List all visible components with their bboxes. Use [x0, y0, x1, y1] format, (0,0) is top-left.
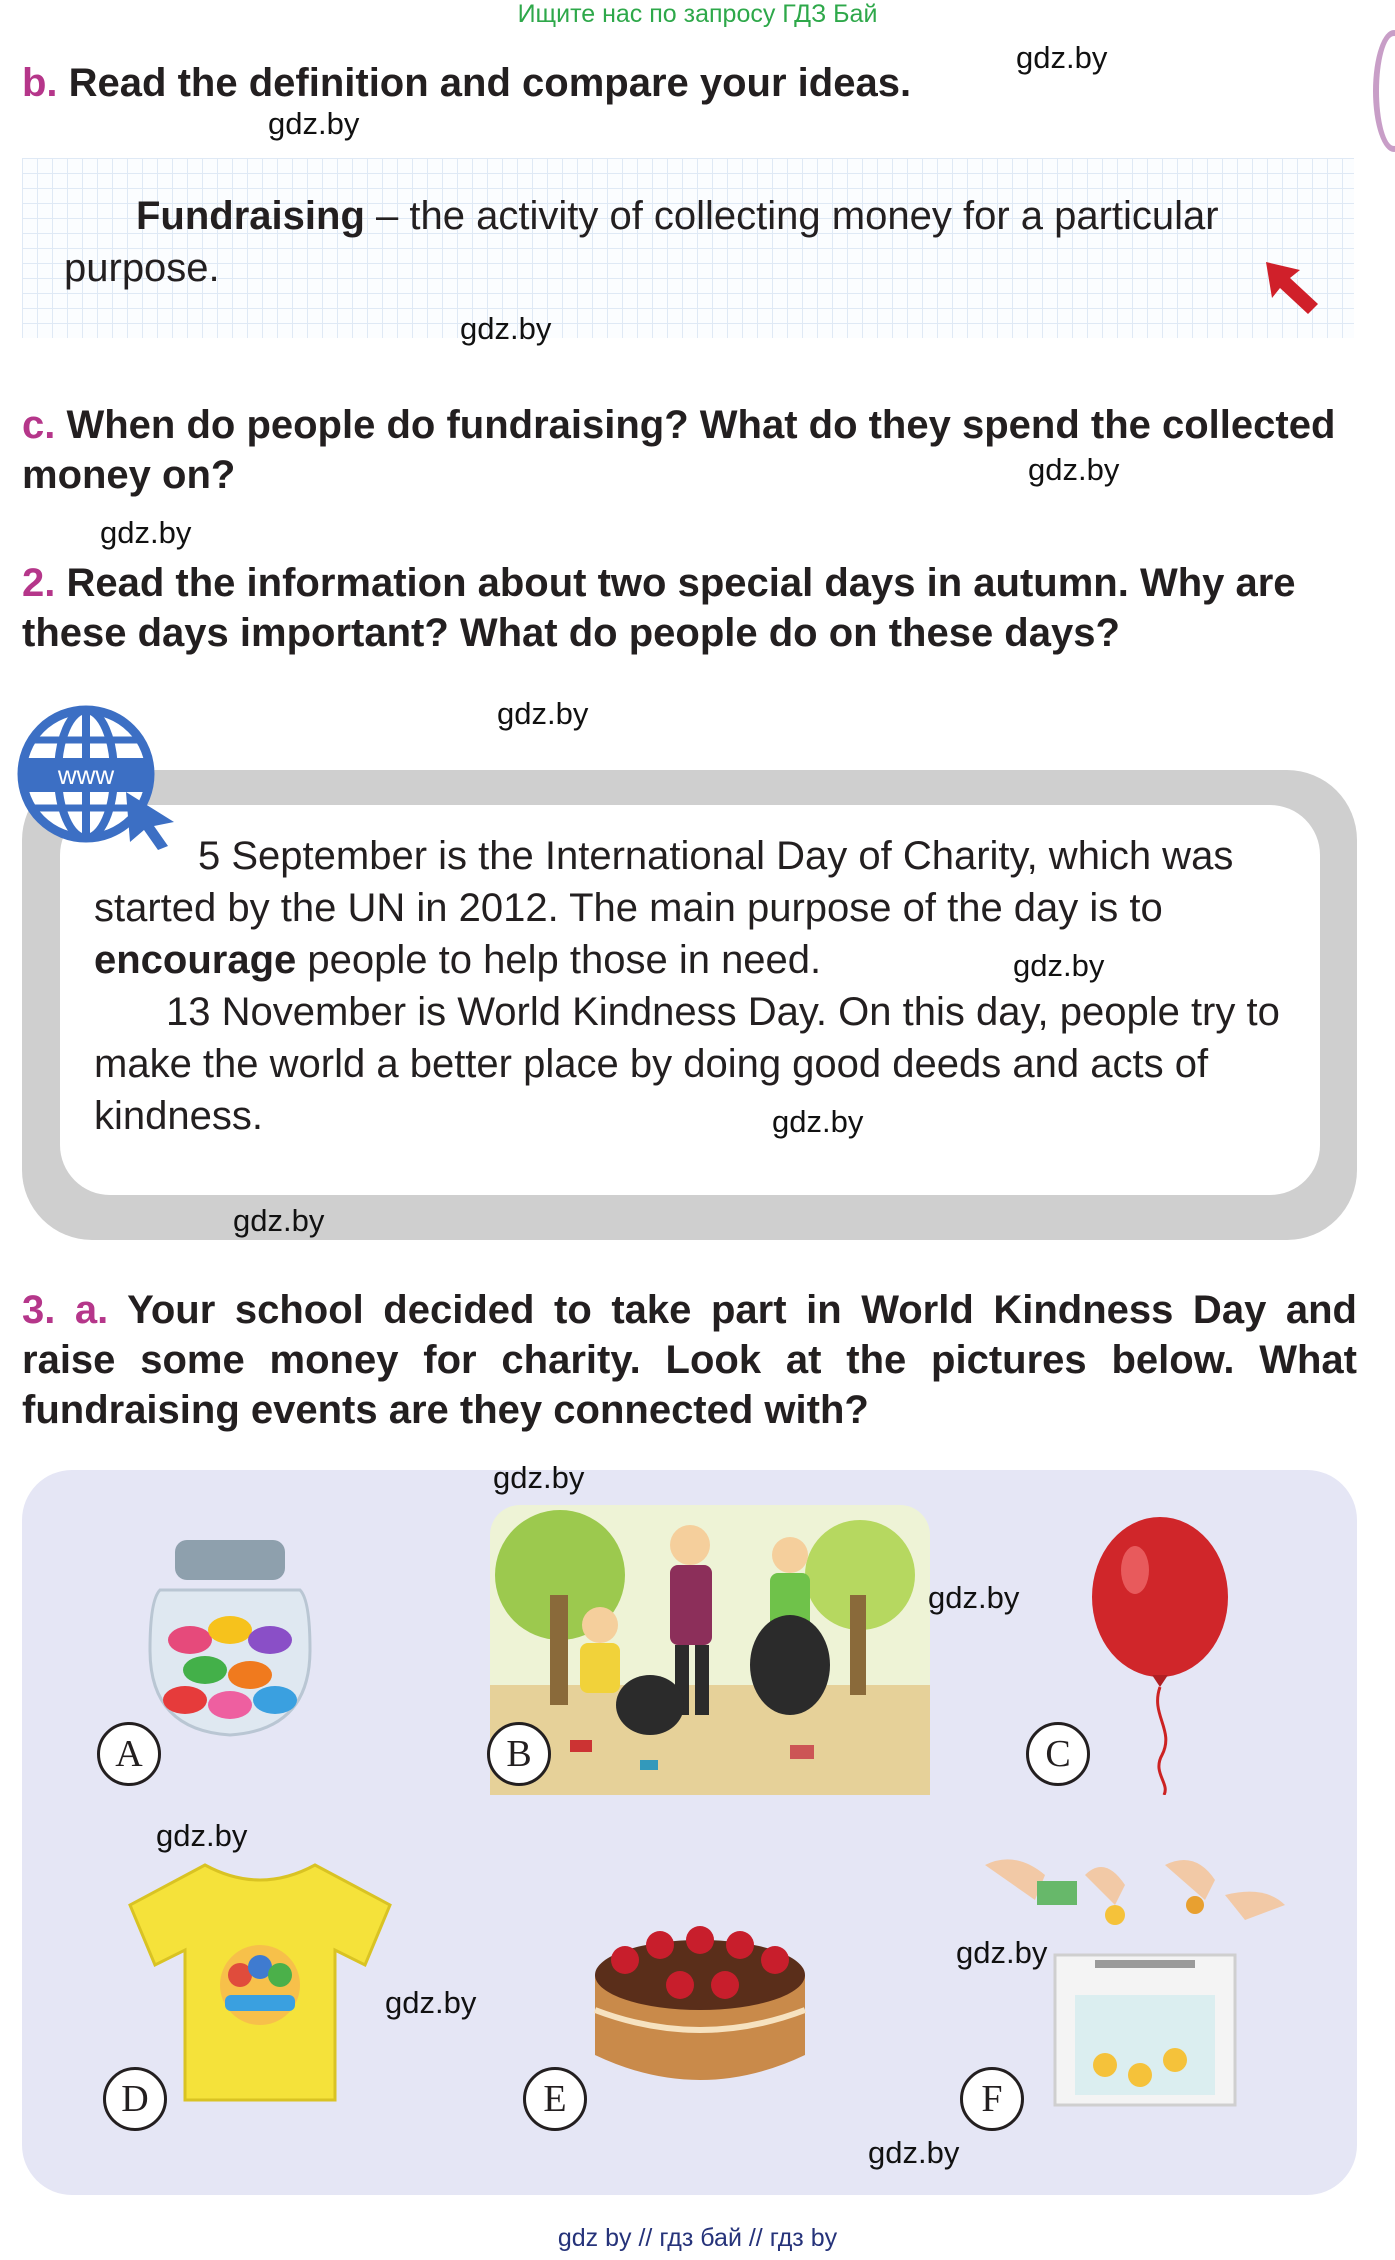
watermark: gdz.by: [772, 1104, 864, 1139]
globe-label: www: [57, 760, 115, 790]
task-3-number: 3.: [22, 1288, 56, 1332]
definition-body: – the activity of collecting money for a particular purpose.: [64, 194, 1219, 290]
sweets-jar-icon: [130, 1530, 330, 1750]
definition-text: [64, 190, 1324, 294]
watermark: gdz.by: [956, 1935, 1048, 1970]
watermark: gdz.by: [268, 106, 360, 141]
picture-label-b: B: [487, 1722, 551, 1786]
picture-label-d: D: [103, 2067, 167, 2131]
definition-term: Fundraising: [136, 194, 365, 238]
picture-label-f: F: [960, 2067, 1024, 2131]
info-p1-end: people to help those in need.: [296, 938, 822, 982]
watermark: gdz.by: [233, 1203, 325, 1238]
section-c-text: When do people do fundraising? What do they spend the collected money on?: [22, 403, 1336, 497]
info-paragraph-1: [94, 830, 1294, 986]
globe-www-icon: [8, 700, 178, 850]
watermark: gdz.by: [868, 2135, 960, 2170]
info-p1-bold-word: encourage: [94, 938, 297, 982]
donation-box-icon: [975, 1845, 1295, 2115]
watermark: gdz.by: [493, 1460, 585, 1495]
watermark: gdz.by: [460, 311, 552, 346]
task-3-heading: [22, 1285, 1357, 1435]
picture-label-e: E: [523, 2067, 587, 2131]
watermark: gdz.by: [100, 515, 192, 550]
cherry-cake-icon: [585, 1915, 815, 2095]
task-2-number: 2.: [22, 561, 56, 605]
section-b-letter: b.: [22, 61, 58, 105]
info-paragraph-2: 13 November is World Kindness Day. On this day, people try to make the world a better place by doing good deeds and acts of kindness.: [94, 990, 1280, 1138]
picture-label-c: C: [1026, 1722, 1090, 1786]
info-p1-start: 5 September is the International Day of Charity, which was started by the UN in 2012. The main purpose of the day is to: [94, 834, 1234, 930]
task-2-heading: [22, 558, 1357, 658]
section-c-letter: c.: [22, 403, 56, 447]
red-balloon-icon: [1080, 1515, 1240, 1795]
section-b-heading: [22, 58, 982, 108]
red-arrow-icon: [1262, 258, 1322, 318]
watermark: gdz.by: [385, 1985, 477, 2020]
watermark: gdz.by: [156, 1818, 248, 1853]
watermark: gdz.by: [497, 696, 589, 731]
watermark: gdz.by: [1013, 948, 1105, 983]
section-c-heading: [22, 400, 1357, 500]
section-b-text: Read the definition and compare your ideas.: [68, 61, 912, 105]
footer-links[interactable]: gdz by // гдз бай // гдз by: [557, 2224, 838, 2252]
watermark: gdz.by: [1016, 40, 1108, 75]
info-text: [94, 830, 1294, 1142]
watermark: gdz.by: [1028, 452, 1120, 487]
picture-label-a: A: [97, 1722, 161, 1786]
task-3-text: Your school decided to take part in World Kindness Day and raise some money for charity. Look at the pictures below. What fundraising events are they connected with?: [22, 1288, 1357, 1432]
page-edge-tab-icon: [1373, 30, 1395, 152]
park-cleanup-icon: [490, 1505, 930, 1795]
task-2-text: Read the information about two special days in autumn. Why are these days important? What do people do on these days?: [22, 561, 1296, 655]
watermark: gdz.by: [928, 1580, 1020, 1615]
yellow-tshirt-icon: [125, 1855, 395, 2105]
top-banner[interactable]: Ищите нас по запросу ГДЗ Бай: [517, 0, 878, 28]
task-3-letter: a.: [74, 1288, 109, 1332]
